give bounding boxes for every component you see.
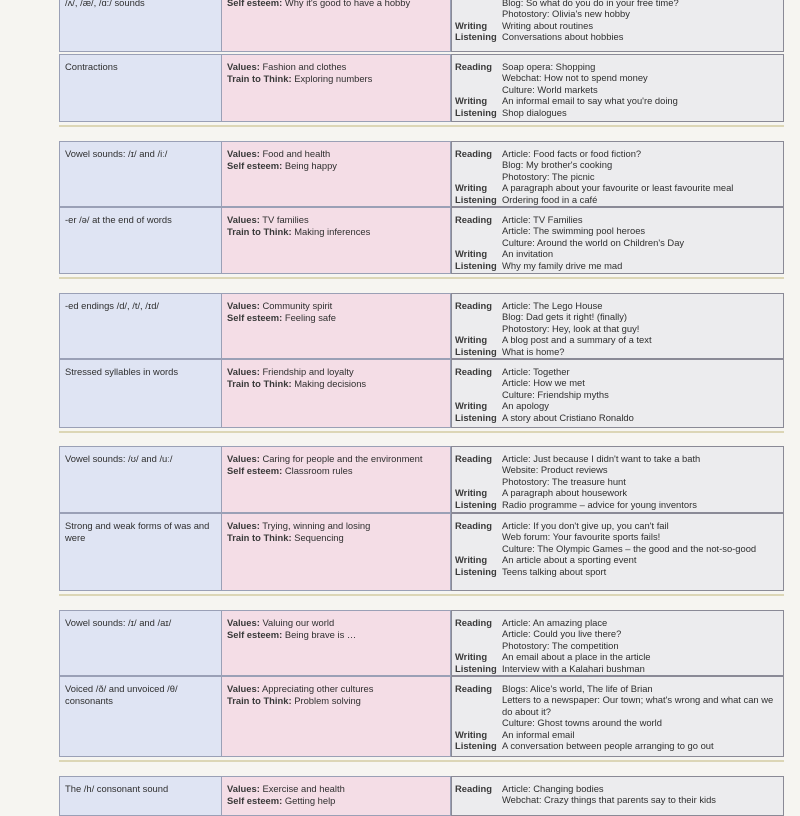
skill-item: Culture: Friendship myths (502, 388, 609, 400)
skill-item: Radio programme – advice for young inventors (502, 498, 697, 510)
pronunciation-text: Stressed syllables in words (65, 366, 179, 377)
skill-group (455, 194, 779, 205)
values-text: TV families (262, 214, 309, 225)
syllabus-row (59, 0, 784, 52)
skill-group (455, 300, 779, 334)
skill-item: A paragraph about housework (502, 487, 628, 499)
skills-cell (451, 141, 784, 207)
skills-cell (451, 676, 784, 757)
values-line (227, 683, 446, 695)
values-cell (221, 513, 451, 591)
skill-item: Culture: World markets (502, 83, 598, 95)
values-cell (221, 359, 451, 428)
skill-label: Listening (455, 31, 497, 43)
values-line (227, 226, 446, 238)
values-text: Feeling safe (284, 312, 336, 323)
skill-group (455, 651, 779, 662)
skill-label: Writing (455, 95, 488, 107)
skill-item: An informal email (502, 728, 575, 740)
skill-item: Why my family drive me mad (502, 259, 623, 271)
pronunciation-text: Voiced /ð/ and unvoiced /θ/ consonants (65, 683, 178, 706)
skill-label: Writing (455, 182, 488, 194)
values-label: Train to Think: (227, 532, 292, 543)
skill-item: Article: How we met (502, 377, 585, 389)
pronunciation-cell (59, 293, 221, 359)
values-text: Making decisions (294, 378, 367, 389)
skill-group (455, 248, 779, 259)
skills-cell (451, 207, 784, 274)
skill-label: Writing (455, 728, 488, 740)
values-line (227, 300, 446, 312)
values-label: Self esteem: (227, 160, 283, 171)
unit-divider (59, 431, 784, 433)
values-line (227, 366, 446, 378)
skill-label: Reading (455, 148, 492, 159)
skill-item: Blog: Dad gets it right! (finally) (502, 311, 628, 323)
values-text: Trying, winning and losing (262, 520, 371, 531)
skill-item: Culture: Ghost towns around the world (502, 717, 662, 729)
skill-item: Blogs: Alice's world, The life of Brian (502, 683, 653, 694)
skill-group (455, 453, 779, 487)
values-text: Caring for people and the environment (262, 453, 423, 464)
skill-item: Webchat: Crazy things that parents say to their kids (502, 794, 716, 806)
skill-item: An article about a sporting event (502, 554, 637, 566)
skill-item: Article: The Lego House (502, 300, 603, 311)
skill-group (455, 366, 779, 400)
skill-label: Reading (455, 366, 492, 377)
values-label: Values: (227, 617, 260, 628)
pronunciation-cell (59, 54, 221, 122)
values-text: Friendship and loyalty (262, 366, 354, 377)
values-line (227, 532, 446, 544)
values-text: Exercise and health (262, 783, 345, 794)
pronunciation-text: /ʌ/, /æ/, /ɑ:/ sounds (65, 0, 145, 8)
skill-item: Website: Product reviews (502, 464, 608, 476)
skill-item: A paragraph about your favourite or least favourite meal (502, 182, 734, 194)
values-cell (221, 141, 451, 207)
values-line (227, 783, 446, 795)
skill-item: Conversations about hobbies (502, 31, 624, 43)
skill-label: Listening (455, 345, 497, 357)
unit-divider (59, 125, 784, 127)
values-label: Values: (227, 783, 260, 794)
values-cell (221, 207, 451, 274)
skill-label: Listening (455, 193, 497, 205)
skill-group (455, 107, 779, 118)
values-line (227, 312, 446, 324)
values-line (227, 160, 446, 172)
pronunciation-cell (59, 207, 221, 274)
values-line (227, 617, 446, 629)
values-line (227, 453, 446, 465)
skill-group (455, 499, 779, 510)
skill-item: Photostory: Hey, look at that guy! (502, 322, 640, 334)
skills-cell (451, 776, 784, 816)
syllabus-row (59, 446, 784, 513)
values-line (227, 214, 446, 226)
skills-cell (451, 610, 784, 676)
values-line (227, 73, 446, 85)
values-text: Fashion and clothes (262, 61, 347, 72)
skill-item: Photostory: Olivia's new hobby (502, 8, 630, 20)
values-label: Self esteem: (227, 0, 283, 8)
skill-item: Ordering food in a café (502, 193, 598, 205)
pronunciation-cell (59, 446, 221, 513)
skill-group (455, 31, 779, 42)
values-label: Values: (227, 61, 260, 72)
values-label: Values: (227, 366, 260, 377)
skill-label: Listening (455, 498, 497, 510)
skill-group (455, 740, 779, 751)
values-line (227, 629, 446, 641)
skill-group (455, 334, 779, 345)
skill-group (455, 412, 779, 423)
skill-label: Writing (455, 487, 488, 499)
skill-group (455, 400, 779, 411)
values-text: Making inferences (294, 226, 371, 237)
skill-group (455, 663, 779, 674)
pronunciation-text: Strong and weak forms of was and were (65, 520, 210, 543)
values-text: Food and health (262, 148, 331, 159)
skill-label: Writing (455, 554, 488, 566)
skill-group (455, 260, 779, 271)
skill-item: An invitation (502, 248, 554, 260)
values-line (227, 465, 446, 477)
skill-item: A conversation between people arranging to go out (502, 740, 714, 752)
values-cell (221, 0, 451, 52)
skill-item: Web forum: Your favourite sports fails! (502, 531, 661, 543)
skill-label: Reading (455, 520, 492, 531)
values-label: Values: (227, 300, 260, 311)
values-line (227, 795, 446, 807)
skill-group (455, 346, 779, 357)
syllabus-row (59, 776, 784, 816)
values-text: Problem solving (294, 695, 361, 706)
skill-label: Listening (455, 565, 497, 577)
skill-label: Reading (455, 61, 492, 72)
skill-label: Reading (455, 453, 492, 464)
values-label: Values: (227, 214, 260, 225)
values-line (227, 520, 446, 532)
values-text: Appreciating other cultures (261, 683, 374, 694)
pronunciation-cell (59, 141, 221, 207)
skill-label: Writing (455, 400, 488, 412)
skills-cell (451, 446, 784, 513)
skill-item: Article: Food facts or food fiction? (502, 148, 642, 159)
skill-label: Listening (455, 662, 497, 674)
skill-label: Reading (455, 214, 492, 225)
values-cell (221, 446, 451, 513)
skill-label: Reading (455, 683, 492, 694)
skill-label: Reading (455, 300, 492, 311)
skill-item: Article: Just because I didn't want to take a bath (502, 453, 701, 464)
skill-group (455, 61, 779, 95)
skill-item: An informal email to say what you're doing (502, 95, 678, 107)
unit-divider (59, 277, 784, 279)
skill-group (455, 617, 779, 651)
pronunciation-text: -er /ə/ at the end of words (65, 214, 172, 225)
skill-item: Teens talking about sport (502, 565, 607, 577)
skill-item: Article: If you don't give up, you can't fail (502, 520, 669, 531)
skill-item: What is home? (502, 345, 565, 357)
skill-item: Soap opera: Shopping (502, 61, 596, 72)
skill-item: Article: An amazing place (502, 617, 608, 628)
unit-divider (59, 594, 784, 596)
skill-label: Writing (455, 19, 488, 31)
skill-group (455, 729, 779, 740)
values-cell (221, 610, 451, 676)
values-label: Train to Think: (227, 226, 292, 237)
syllabus-row (59, 293, 784, 359)
pronunciation-text: Vowel sounds: /ɪ/ and /aɪ/ (65, 617, 172, 628)
skill-group (455, 554, 779, 565)
values-text: Getting help (284, 795, 336, 806)
pronunciation-text: -ed endings /d/, /t/, /ɪd/ (65, 300, 160, 311)
values-text: Classroom rules (284, 465, 353, 476)
values-text: Sequencing (294, 532, 344, 543)
pronunciation-cell (59, 676, 221, 757)
skills-cell (451, 0, 784, 52)
values-cell (221, 54, 451, 122)
skill-group (455, 0, 779, 20)
values-label: Train to Think: (227, 378, 292, 389)
skill-item: An email about a place in the article (502, 651, 651, 663)
pronunciation-text: Vowel sounds: /ɪ/ and /iː/ (65, 148, 168, 159)
skill-label: Listening (455, 259, 497, 271)
skill-group (455, 95, 779, 106)
skill-item: Shop dialogues (502, 106, 567, 118)
values-label: Values: (227, 453, 260, 464)
skill-label: Writing (455, 248, 488, 260)
unit-divider (59, 760, 784, 762)
skills-cell (451, 513, 784, 591)
values-label: Self esteem: (227, 629, 283, 640)
skill-label: Writing (455, 651, 488, 663)
skill-group (455, 520, 779, 554)
skill-item: Interview with a Kalahari bushman (502, 662, 645, 674)
values-text: Being happy (284, 160, 337, 171)
skill-item: A story about Cristiano Ronaldo (502, 411, 634, 423)
pronunciation-cell (59, 513, 221, 591)
skill-item: A blog post and a summary of a text (502, 334, 652, 346)
values-text: Exploring numbers (294, 73, 373, 84)
skill-group (455, 214, 779, 248)
syllabus-row (59, 54, 784, 122)
pronunciation-text: Contractions (65, 61, 118, 72)
skills-cell (451, 54, 784, 122)
pronunciation-text: The /h/ consonant sound (65, 783, 169, 794)
values-label: Values: (227, 683, 260, 694)
pronunciation-cell (59, 610, 221, 676)
values-line (227, 148, 446, 160)
pronunciation-cell (59, 776, 221, 816)
pronunciation-cell (59, 359, 221, 428)
skill-item: Article: The swimming pool heroes (502, 225, 646, 237)
values-label: Train to Think: (227, 695, 292, 706)
pronunciation-cell (59, 0, 221, 52)
skill-item: Culture: Around the world on Children's Day (502, 236, 685, 248)
values-label: Self esteem: (227, 465, 283, 476)
skill-label: Reading (455, 617, 492, 628)
values-label: Train to Think: (227, 73, 292, 84)
syllabus-row (59, 359, 784, 428)
values-text: Valuing our world (262, 617, 335, 628)
skill-group (455, 783, 779, 806)
skill-group (455, 683, 779, 729)
skill-item: Blog: So what do you do in your free time? (502, 0, 679, 8)
skill-label: Writing (455, 334, 488, 346)
skill-label: Listening (455, 411, 497, 423)
skill-group (455, 148, 779, 182)
values-text: Why it's good to have a hobby (284, 0, 411, 8)
values-text: Community spirit (262, 300, 333, 311)
skill-group (455, 566, 779, 577)
skill-item: An apology (502, 400, 549, 412)
skill-item: Article: Together (502, 366, 570, 377)
skill-item: Blog: My brother's cooking (502, 159, 613, 171)
skills-cell (451, 359, 784, 428)
values-cell (221, 293, 451, 359)
skill-item: Article: Changing bodies (502, 783, 604, 794)
skill-item: Photostory: The competition (502, 639, 619, 651)
values-text: Being brave is … (284, 629, 357, 640)
syllabus-row (59, 513, 784, 591)
syllabus-row (59, 141, 784, 207)
skill-item: Letters to a newspaper: Our town; what's wrong and what can we do about it? (502, 694, 774, 717)
skill-group (455, 182, 779, 193)
skill-group (455, 20, 779, 31)
skill-group (455, 487, 779, 498)
values-line (227, 378, 446, 390)
pronunciation-text: Vowel sounds: /ʊ/ and /uː/ (65, 453, 173, 464)
values-label: Self esteem: (227, 795, 283, 806)
skills-cell (451, 293, 784, 359)
skill-item: Photostory: The picnic (502, 170, 595, 182)
values-cell (221, 776, 451, 816)
values-label: Self esteem: (227, 312, 283, 323)
syllabus-row (59, 676, 784, 757)
skill-item: Article: TV Families (502, 214, 583, 225)
skill-label: Reading (455, 783, 492, 794)
skill-item: Writing about routines (502, 19, 594, 31)
skill-item: Culture: The Olympic Games – the good and the not-so-good (502, 542, 757, 554)
skill-item: Webchat: How not to spend money (502, 72, 648, 84)
values-line (227, 61, 446, 73)
values-line (227, 695, 446, 707)
syllabus-row (59, 207, 784, 274)
values-line (227, 0, 446, 9)
skill-label: Listening (455, 106, 497, 118)
values-label: Values: (227, 148, 260, 159)
syllabus-row (59, 610, 784, 676)
values-label: Values: (227, 520, 260, 531)
values-cell (221, 676, 451, 757)
skill-item: Photostory: The treasure hunt (502, 475, 626, 487)
skill-label: Listening (455, 740, 497, 752)
skill-item: Article: Could you live there? (502, 628, 622, 640)
